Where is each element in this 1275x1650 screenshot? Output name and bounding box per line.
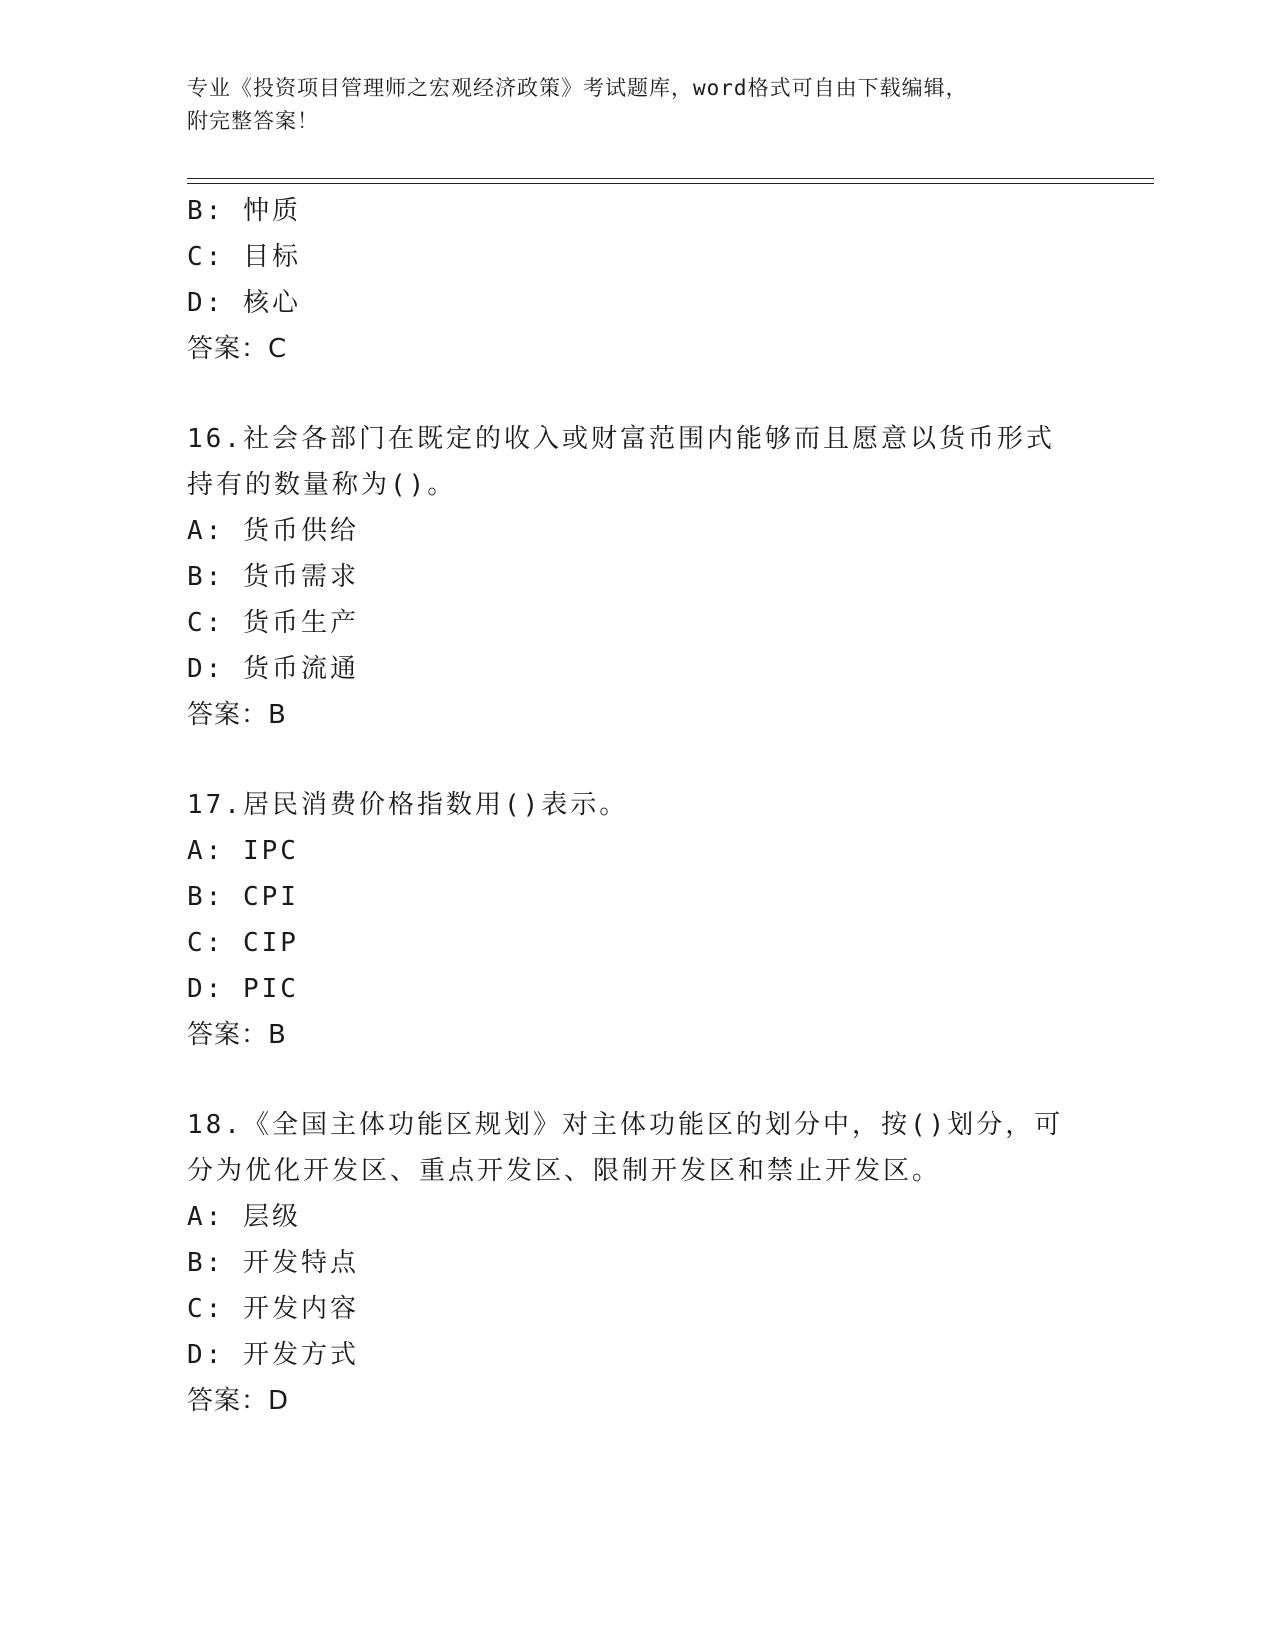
document-body [187,188,1087,1424]
option-separator: : [205,654,243,684]
header-rule-bottom [187,183,1154,184]
option-row [187,1194,1087,1240]
question-18 [187,1102,1087,1424]
option-row [187,1286,1087,1332]
answer-line: 答案：B [187,700,287,730]
option-row [187,874,1087,920]
option-key: C [187,1294,206,1324]
option-row [187,280,1087,326]
option-separator: : [205,196,243,226]
option-key: A [187,836,206,866]
option-text: 货币需求 [242,562,359,592]
option-separator: : [205,1340,243,1370]
question-17 [187,782,1087,1058]
option-text: 层级 [242,1202,301,1232]
option-row [187,234,1087,280]
option-separator: : [205,1294,243,1324]
option-key: D [187,974,206,1004]
question-text: 16.社会各部门在既定的收入或财富范围内能够而且愿意以货币形式持有的数量称为()。 [187,424,1055,500]
option-row [187,920,1087,966]
option-text: CIP [242,928,299,958]
option-text: 开发内容 [242,1294,359,1324]
option-text: 货币生产 [242,608,359,638]
option-separator: : [205,562,243,592]
option-row [187,554,1087,600]
option-key: B [187,1248,206,1278]
option-row [187,508,1087,554]
option-row [187,188,1087,234]
option-text: CPI [242,882,299,912]
header-rule-top [187,178,1154,179]
option-text: 核心 [242,288,301,318]
option-text: 开发方式 [242,1340,359,1370]
option-key: B [187,882,206,912]
question-text: 18.《全国主体功能区规划》对主体功能区的划分中，按()划分，可分为优化开发区、重点开发区、限制开发区和禁止开发区。 [187,1110,1064,1186]
option-separator: : [205,974,243,1004]
option-key: A [187,516,206,546]
option-row [187,828,1087,874]
option-key: C [187,242,206,272]
header-line-2: 附完整答案！ [187,109,319,133]
option-separator: : [205,288,243,318]
option-separator: : [205,608,243,638]
option-row [187,1240,1087,1286]
answer-line: 答案：D [187,1386,290,1416]
option-text: PIC [242,974,299,1004]
question-fragment [187,188,1087,372]
option-row [187,1332,1087,1378]
option-text: IPC [242,836,299,866]
question-16 [187,416,1087,738]
answer-line: 答案：B [187,1020,287,1050]
option-key: A [187,1202,206,1232]
option-row [187,646,1087,692]
option-separator: : [205,836,243,866]
option-text: 目标 [242,242,301,272]
option-key: D [187,288,206,318]
option-separator: : [205,882,243,912]
question-text: 17.居民消费价格指数用()表示。 [187,790,629,820]
option-text: 货币流通 [242,654,359,684]
option-text: 开发特点 [242,1248,359,1278]
option-row [187,966,1087,1012]
option-key: D [187,654,206,684]
option-row [187,600,1087,646]
option-separator: : [205,516,243,546]
option-separator: : [205,1202,243,1232]
option-separator: : [205,242,243,272]
header-line-1: 专业《投资项目管理师之宏观经济政策》考试题库，word格式可自由下载编辑， [187,76,968,100]
option-text: 货币供给 [242,516,359,546]
option-key: D [187,1340,206,1370]
option-key: B [187,196,206,226]
option-text: 忡质 [242,196,301,226]
option-key: C [187,608,206,638]
option-separator: : [205,928,243,958]
option-key: B [187,562,206,592]
option-key: C [187,928,206,958]
option-separator: : [205,1248,243,1278]
document-header [187,72,1067,138]
answer-line: 答案：C [187,334,288,364]
